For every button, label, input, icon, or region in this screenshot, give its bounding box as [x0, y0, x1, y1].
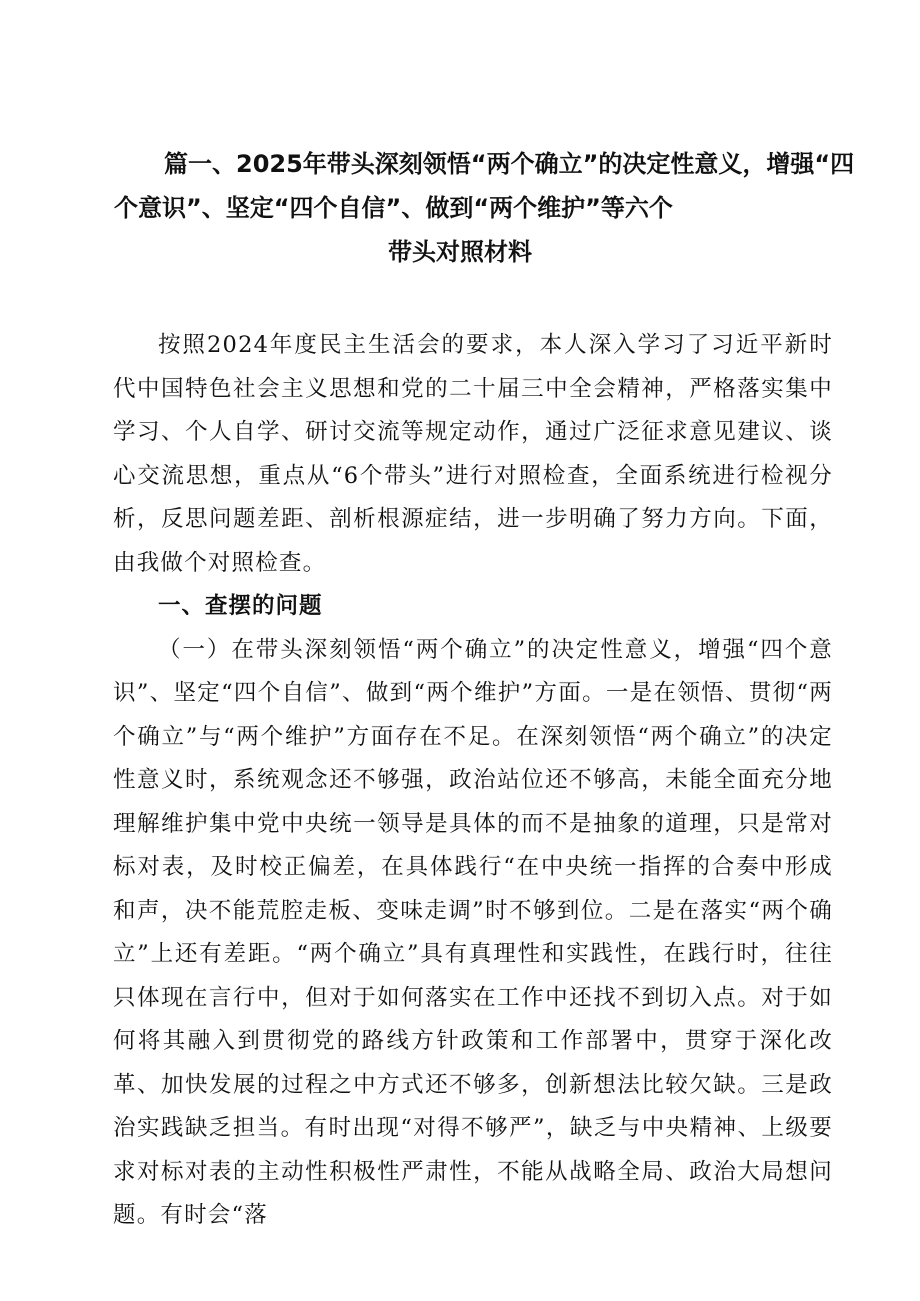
document-title-line-3: 带头对照材料: [388, 238, 532, 266]
document-title-line-2: 个意识”、坚定“四个自信”、做到“两个维护”等六个: [114, 194, 673, 222]
document-body: [113, 324, 833, 1238]
document-title-line-1: 篇一、2025年带头深刻领悟“两个确立”的决定性意义，增强“四: [164, 150, 855, 178]
intro-paragraph: 按照2024年度民主生活会的要求，本人深入学习了习近平新时代中国特色社会主义思想和党的二十届三中全会精神，严格落实集中学习、个人自学、研讨交流等规定动作，通过广泛征求意见建议、谈心交流思想，重点从“6个带头”进行对照检查，全面系统进行检视分析，反思问题差距、剖析根源症结，进一步明确了努力方向。下面，由我做个对照检查。: [113, 332, 833, 576]
section-heading: 一、查摆的问题: [158, 593, 323, 619]
subsection-paragraph: （一）在带头深刻领悟“两个确立”的决定性意义，增强“四个意识”、坚定“四个自信”、做到“两个维护”方面。一是在领悟、贯彻“两个确立”与“两个维护”方面存在不足。在深刻领悟“两个确立”的决定性意义时，系统观念还不够强，政治站位还不够高，未能全面充分地理解维护集中党中央统一领导是具体的而不是抽象的道理，只是常对标对表，及时校正偏差，在具体践行“在中央统一指挥的合奏中形成和声，决不能荒腔走板、变味走调”时不够到位。二是在落实“两个确立”上还有差距。“两个确立”具有真理性和实践性，在践行时，往往只体现在言行中，但对于如何落实在工作中还找不到切入点。对于如何将其融入到贯彻党的路线方针政策和工作部署中，贯穿于深化改革、加快发展的过程之中方式还不够多，创新想法比较欠缺。三是政治实践缺乏担当。有时出现“对得不够严”，缺乏与中央精神、上级要求对标对表的主动性积极性严肃性，不能从战略全局、政治大局想问题。有时会“落: [113, 636, 833, 1228]
